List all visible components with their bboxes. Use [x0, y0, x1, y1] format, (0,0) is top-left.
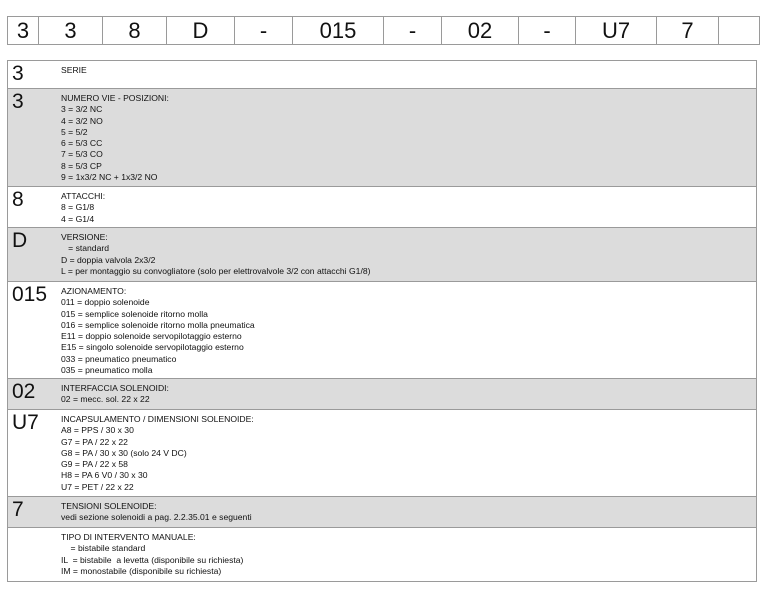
spec-title: INCAPSULAMENTO / DIMENSIONI SOLENOIDE:	[61, 414, 254, 424]
spec-option: 9 = 1x3/2 NC + 1x3/2 NO	[61, 172, 158, 183]
code-cell: -	[384, 17, 442, 44]
spec-option: 8 = 5/3 CP	[61, 160, 102, 171]
spec-code: D	[12, 229, 28, 252]
code-cell: 3	[39, 17, 103, 44]
spec-option: 011 = doppio solenoide	[61, 297, 150, 308]
spec-option: = standard	[61, 243, 110, 254]
spec-option: 3 = 3/2 NC	[61, 104, 103, 115]
code-cell: 3	[8, 17, 39, 44]
spec-option: H8 = PA 6 V0 / 30 x 30	[61, 470, 148, 481]
spec-option: IM = monostabile (disponibile su richiesta)	[61, 565, 222, 576]
spec-title: VERSIONE:	[61, 232, 108, 242]
spec-body	[58, 282, 756, 378]
spec-option: L = per montaggio su convogliatore (solo per elettrovalvole 3/2 con attacchi G1/8)	[61, 265, 371, 276]
spec-option: G7 = PA / 22 x 22	[61, 436, 128, 447]
spec-option: U7 = PET / 22 x 22	[61, 481, 134, 492]
spec-code: 015	[12, 283, 48, 306]
spec-title: SERIE	[61, 65, 87, 75]
spec-option: E11 = doppio solenoide servopilotaggio esterno	[61, 331, 242, 342]
code-cell-empty	[719, 17, 759, 44]
spec-title: TENSIONI SOLENOIDE:	[61, 501, 157, 511]
spec-code: 3	[12, 62, 24, 85]
spec-row-tensioni	[8, 497, 756, 528]
spec-code: U7	[12, 411, 39, 434]
spec-row-versione	[8, 228, 756, 282]
spec-row-incapsulamento	[8, 410, 756, 497]
code-cell: 8	[103, 17, 167, 44]
spec-option: 7 = 5/3 CO	[61, 149, 103, 160]
spec-row-interfaccia	[8, 379, 756, 410]
spec-option: 8 = G1/8	[61, 202, 95, 213]
spec-table	[7, 60, 757, 582]
spec-body	[58, 379, 756, 409]
spec-option: 4 = 3/2 NO	[61, 115, 103, 126]
spec-title: ATTACCHI:	[61, 191, 106, 201]
spec-option: = bistabile standard	[61, 543, 146, 554]
code-cell: U7	[576, 17, 657, 44]
code-cell: D	[167, 17, 235, 44]
spec-row-azionamento	[8, 282, 756, 379]
spec-body	[58, 89, 756, 186]
spec-option: 02 = mecc. sol. 22 x 22	[61, 394, 150, 405]
spec-body	[58, 187, 756, 227]
spec-title: AZIONAMENTO:	[61, 286, 127, 296]
spec-option: vedi sezione solenoidi a pag. 2.2.35.01 e seguenti	[61, 512, 252, 523]
spec-body	[58, 497, 756, 527]
spec-option: 4 = G1/4	[61, 213, 95, 224]
code-cell: 015	[293, 17, 384, 44]
spec-option: 5 = 5/2	[61, 126, 88, 137]
spec-option: E15 = singolo solenoide servopilotaggio esterno	[61, 342, 244, 353]
spec-row-numero-vie	[8, 89, 756, 187]
spec-option: 015 = semplice solenoide ritorno molla	[61, 308, 208, 319]
spec-code: 3	[12, 90, 24, 113]
spec-code: 02	[12, 380, 36, 403]
spec-title: NUMERO VIE - POSIZIONI:	[61, 93, 169, 103]
spec-option: 035 = pneumatico molla	[61, 365, 153, 376]
spec-row-attacchi	[8, 187, 756, 228]
spec-code: 8	[12, 188, 24, 211]
spec-code	[8, 528, 58, 581]
spec-option: 6 = 5/3 CC	[61, 138, 103, 149]
spec-code: 7	[12, 498, 24, 521]
spec-title: TIPO DI INTERVENTO MANUALE:	[61, 532, 196, 542]
spec-option: G9 = PA / 22 x 58	[61, 459, 128, 470]
order-code-bar	[7, 16, 760, 45]
code-cell: 02	[442, 17, 519, 44]
spec-option: 033 = pneumatico pneumatico	[61, 353, 177, 364]
spec-option: A8 = PPS / 30 x 30	[61, 425, 134, 436]
spec-option: 016 = semplice solenoide ritorno molla pneumatica	[61, 319, 255, 330]
spec-body	[58, 528, 756, 581]
code-cell: 7	[657, 17, 719, 44]
spec-body	[58, 61, 756, 88]
spec-title: INTERFACCIA SOLENOIDI:	[61, 383, 169, 393]
spec-option: G8 = PA / 30 x 30 (solo 24 V DC)	[61, 447, 187, 458]
spec-row-intervento-manuale	[8, 528, 756, 581]
spec-option: IL = bistabile a levetta (disponibile su richiesta)	[61, 554, 244, 565]
code-cell: -	[519, 17, 576, 44]
spec-body	[58, 410, 756, 496]
spec-body	[58, 228, 756, 281]
spec-option: D = doppia valvola 2x3/2	[61, 254, 156, 265]
spec-row-serie	[8, 61, 756, 89]
code-cell: -	[235, 17, 293, 44]
